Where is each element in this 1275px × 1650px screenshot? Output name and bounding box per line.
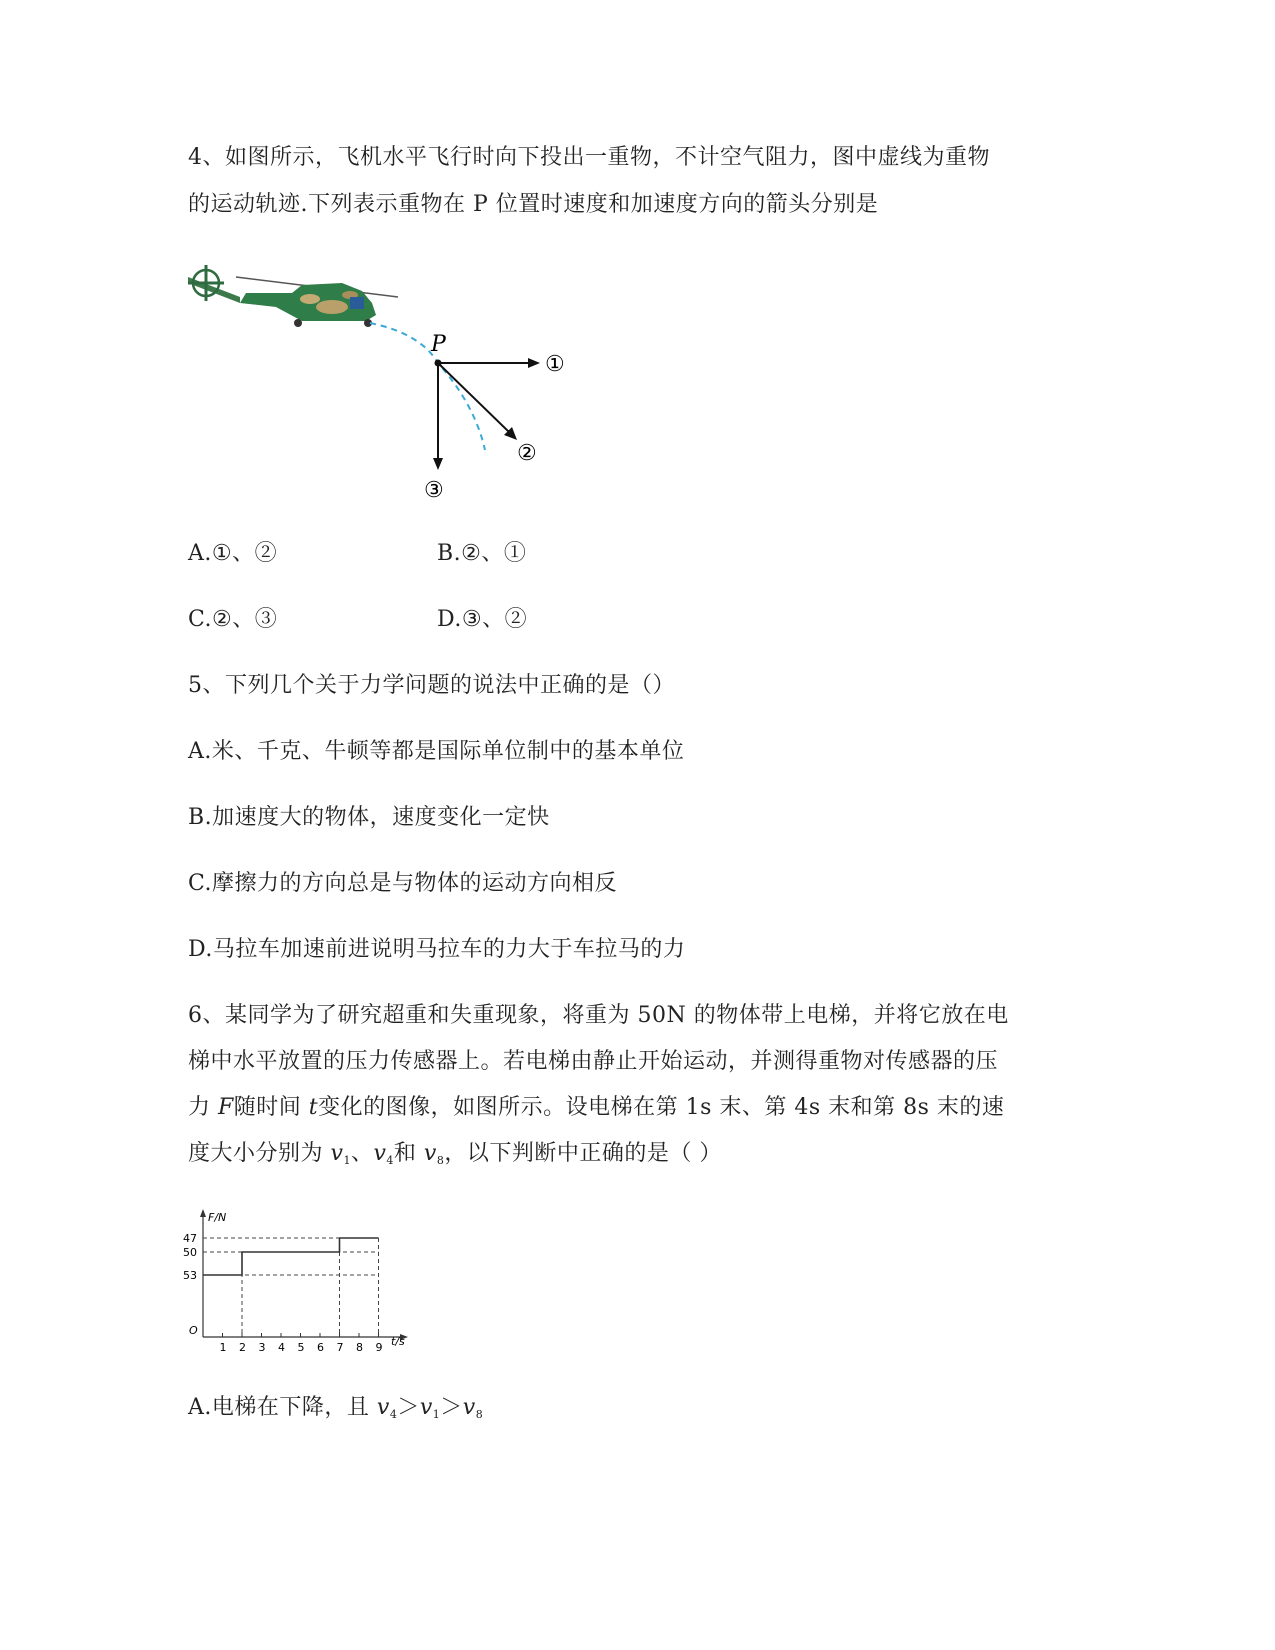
- q5-option-a: A.米、千克、牛顿等都是国际单位制中的基本单位: [188, 739, 685, 764]
- x-tick-label-8: 8: [356, 1341, 363, 1354]
- point-p-label: P: [431, 332, 446, 357]
- helicopter-image: [188, 265, 398, 327]
- force-time-chart: [180, 1205, 420, 1365]
- q4-option-a: A.①、②: [188, 541, 278, 566]
- x-tick-label-2: 2: [239, 1341, 246, 1354]
- q6-stem-line4: 度大小分别为 $v_1$、$v_4$和 $v_8$，以下判断中正确的是（ ）: [188, 1141, 722, 1167]
- y-tick-label-50: 50: [183, 1246, 197, 1259]
- q5-stem: 5、下列几个关于力学问题的说法中正确的是（）: [188, 673, 675, 698]
- force-step-line: [203, 1238, 379, 1275]
- arrow-1-label: ①: [545, 352, 565, 377]
- x-tick-label-4: 4: [278, 1341, 285, 1354]
- q5-option-c: C.摩擦力的方向总是与物体的运动方向相反: [188, 871, 618, 896]
- x-tick-label-7: 7: [336, 1341, 344, 1354]
- origin-label: O: [189, 1324, 198, 1337]
- q4-stem-line2: 的运动轨迹.下列表示重物在 P 位置时速度和加速度方向的箭头分别是: [188, 192, 879, 217]
- x-tick-label-5: 5: [297, 1341, 305, 1354]
- arrow-2-label: ②: [517, 441, 537, 466]
- trajectory-dashed-curve: [370, 323, 485, 450]
- time-symbol: t: [308, 1095, 319, 1120]
- q5-option-b: B.加速度大的物体，速度变化一定快: [188, 805, 550, 830]
- x-tick-label-9: 9: [375, 1341, 383, 1354]
- arrow-3-label: ③: [424, 478, 444, 503]
- x-tick-label-1: 1: [219, 1341, 227, 1354]
- q4-option-b: B.②、①: [437, 541, 527, 566]
- q6-option-a: A.电梯在下降，且 $v_4>v_1>v_8$: [188, 1395, 484, 1421]
- q6-stem-line3: 力 F随时间 t变化的图像，如图所示。设电梯在第 1s 末、第 4s 末和第 8s 末的速: [188, 1095, 1005, 1120]
- x-axis-label: t/s: [391, 1335, 405, 1348]
- y-tick-label-47: 53: [183, 1269, 197, 1282]
- q4-option-d: D.③、②: [437, 607, 528, 632]
- force-symbol: F: [218, 1095, 234, 1120]
- q5-option-d: D.马拉车加速前进说明马拉车的力大于车拉马的力: [188, 937, 686, 962]
- q4-stem-line1: 4、如图所示，飞机水平飞行时向下投出一重物，不计空气阻力，图中虚线为重物: [188, 145, 990, 170]
- x-tick-label-6: 6: [317, 1341, 324, 1354]
- y-axis-label: F/N: [208, 1211, 227, 1224]
- x-tick-label-3: 3: [258, 1341, 266, 1354]
- q6-stem-line1: 6、某同学为了研究超重和失重现象，将重为 50N 的物体带上电梯，并将它放在电: [188, 1003, 1009, 1028]
- arrow-2: [438, 363, 510, 433]
- q4-option-c: C.②、③: [188, 607, 278, 632]
- helicopter-trajectory-figure: [180, 255, 600, 515]
- y-tick-label-53: 47: [183, 1232, 197, 1245]
- q6-stem-line2: 梯中水平放置的压力传感器上。若电梯由静止开始运动，并测得重物对传感器的压: [188, 1049, 999, 1074]
